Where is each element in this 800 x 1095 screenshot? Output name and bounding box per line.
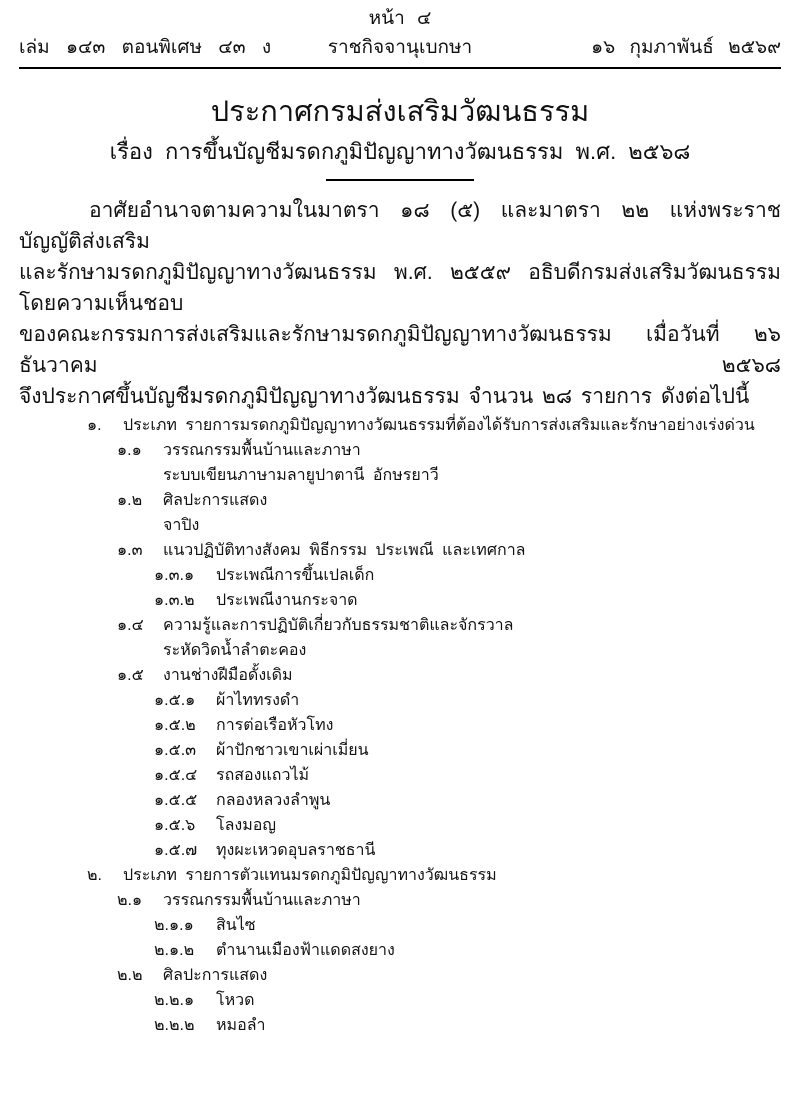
header-divider — [19, 67, 781, 69]
announcement-subject: เรื่อง การขึ้นบัญชีมรดกภูมิปัญญาทางวัฒนธรรม พ.ศ. ๒๕๖๘ — [109, 139, 691, 164]
publication-date: ๑๖ กุมภาพันธ์ ๒๕๖๙ — [591, 37, 781, 58]
list-item-text: ประเภท รายการตัวแทนมรดกภูมิปัญญาทางวัฒนธรรม — [123, 867, 497, 884]
list-item — [19, 1013, 781, 1038]
paragraph-line: จึงประกาศขึ้นบัญชีมรดกภูมิปัญญาทางวัฒนธรรม จำนวน ๒๘ รายการ ดังต่อไปนี้ — [19, 385, 750, 408]
list-item — [19, 513, 781, 538]
list-item — [19, 738, 781, 763]
list-item-text: ประเภท รายการมรดกภูมิปัญญาทางวัฒนธรรมที่ต้องได้รับการส่งเสริมและรักษาอย่างเร่งด่วน — [123, 417, 755, 434]
list-item-text: วรรณกรรมพื้นบ้านและภาษา — [163, 442, 361, 459]
list-item — [19, 413, 781, 438]
list-item-text: ตำนานเมืองฟ้าแดดสงยาง — [216, 942, 395, 959]
list-item-number: ๒.๑ — [117, 892, 143, 909]
list-item — [19, 938, 781, 963]
list-item — [19, 663, 781, 688]
masthead — [19, 34, 781, 62]
list-item-text: โลงมอญ — [216, 817, 276, 834]
title-divider — [326, 179, 474, 181]
list-item-number: ๑.๓.๑ — [154, 567, 195, 584]
list-item — [19, 788, 781, 813]
list-item-number: ๒.๑.๑ — [154, 917, 194, 934]
list-item-number: ๑.๕.๒ — [154, 717, 196, 734]
list-item-text: โหวด — [216, 992, 255, 1009]
list-item — [19, 963, 781, 988]
list-item — [19, 863, 781, 888]
list-item-number: ๑.๕.๔ — [154, 767, 198, 784]
list-item-text: ระหัดวิดน้ำลำตะคอง — [163, 642, 307, 659]
list-item — [19, 988, 781, 1013]
list-item — [19, 563, 781, 588]
list-item-number: ๑.๓.๒ — [154, 592, 195, 609]
list-item-text: วรรณกรรมพื้นบ้านและภาษา — [163, 892, 361, 909]
list-item-text: งานช่างฝีมือดั้งเดิม — [163, 667, 293, 684]
list-item-number: ๑.๕.๓ — [154, 742, 197, 759]
list-item-text: ศิลปะการแสดง — [163, 967, 268, 984]
list-item — [19, 588, 781, 613]
list-item-number: ๑.๕.๖ — [154, 817, 196, 834]
list-item — [19, 838, 781, 863]
list-item-number: ๒. — [87, 867, 102, 884]
list-item-text: แนวปฏิบัติทางสังคม พิธีกรรม ประเพณี และเทศกาล — [163, 542, 526, 559]
paragraph-line: อาศัยอำนาจตามความในมาตรา ๑๘ (๕) และมาตรา ๒๒ แห่งพระราชบัญญัติส่งเสริม — [19, 199, 781, 253]
list-item-text: รถสองแถวไม้ — [216, 767, 310, 784]
list-item — [19, 713, 781, 738]
list-item — [19, 638, 781, 663]
list-item-text: ประเพณีการขึ้นเปลเด็ก — [216, 567, 375, 584]
list-item-number: ๑. — [87, 417, 102, 434]
list-item-text: หมอลำ — [216, 1017, 266, 1034]
list-item — [19, 438, 781, 463]
list-item — [19, 613, 781, 638]
list-item-text: ผ้าปักชาวเขาเผ่าเมี่ยน — [216, 742, 369, 759]
list-item-number: ๑.๕ — [117, 667, 144, 684]
list-item-number: ๒.๒.๒ — [154, 1017, 195, 1034]
list-item-text: ทุงผะเหวดอุบลราชธานี — [216, 842, 376, 859]
list-item-text: การต่อเรือหัวโทง — [216, 717, 334, 734]
paragraph-line: ของคณะกรรมการส่งเสริมและรักษามรดกภูมิปัญญาทางวัฒนธรรม เมื่อวันที่ ๒๖ ธันวาคม ๒๕๖๘ — [19, 323, 781, 377]
list-item-text: ประเพณีงานกระจาด — [216, 592, 358, 609]
list-item-number: ๑.๕.๕ — [154, 792, 198, 809]
list-item — [19, 488, 781, 513]
list-item-number: ๑.๓ — [117, 542, 143, 559]
list-item-number: ๑.๔ — [117, 617, 144, 634]
list-item-text: ศิลปะการแสดง — [163, 492, 268, 509]
list-item — [19, 913, 781, 938]
list-item-text: กลองหลวงลำพูน — [216, 792, 331, 809]
paragraph-line: และรักษามรดกภูมิปัญญาทางวัฒนธรรม พ.ศ. ๒๕๕๙ อธิบดีกรมส่งเสริมวัฒนธรรม โดยความเห็นชอบ — [19, 261, 781, 315]
list-item-text: สินไซ — [216, 917, 256, 934]
document-body — [19, 95, 781, 1038]
list-item-number: ๑.๕.๗ — [154, 842, 198, 859]
list-item-number: ๑.๒ — [117, 492, 143, 509]
list-item-number: ๑.๑ — [117, 442, 142, 459]
list-item-text: ความรู้และการปฏิบัติเกี่ยวกับธรรมชาติและจักรวาล — [163, 617, 514, 634]
body-paragraph — [19, 195, 781, 412]
page-header — [19, 6, 781, 69]
list-item-text: ผ้าไททรงดำ — [216, 692, 300, 709]
list-item-text: ระบบเขียนภาษามลายูปาตานี อักษรยาวี — [163, 467, 439, 484]
list-item — [19, 888, 781, 913]
page-number-label: หน้า ๔ — [368, 8, 432, 29]
list-item — [19, 463, 781, 488]
announcement-title: ประกาศกรมส่งเสริมวัฒนธรรม — [210, 96, 590, 128]
list-item-text: จาปิง — [163, 517, 200, 534]
list-item — [19, 538, 781, 563]
list-item — [19, 688, 781, 713]
list-item-number: ๒.๑.๒ — [154, 942, 195, 959]
list-item — [19, 763, 781, 788]
volume-issue-label: เล่ม ๑๔๓ ตอนพิเศษ ๔๓ ง — [19, 37, 272, 58]
list-item — [19, 813, 781, 838]
list-item-number: ๑.๕.๑ — [154, 692, 196, 709]
gazette-name: ราชกิจจานุเบกษา — [327, 37, 473, 58]
list-item-number: ๒.๒ — [117, 967, 143, 984]
heritage-list — [19, 413, 781, 1038]
list-item-number: ๒.๒.๑ — [154, 992, 195, 1009]
